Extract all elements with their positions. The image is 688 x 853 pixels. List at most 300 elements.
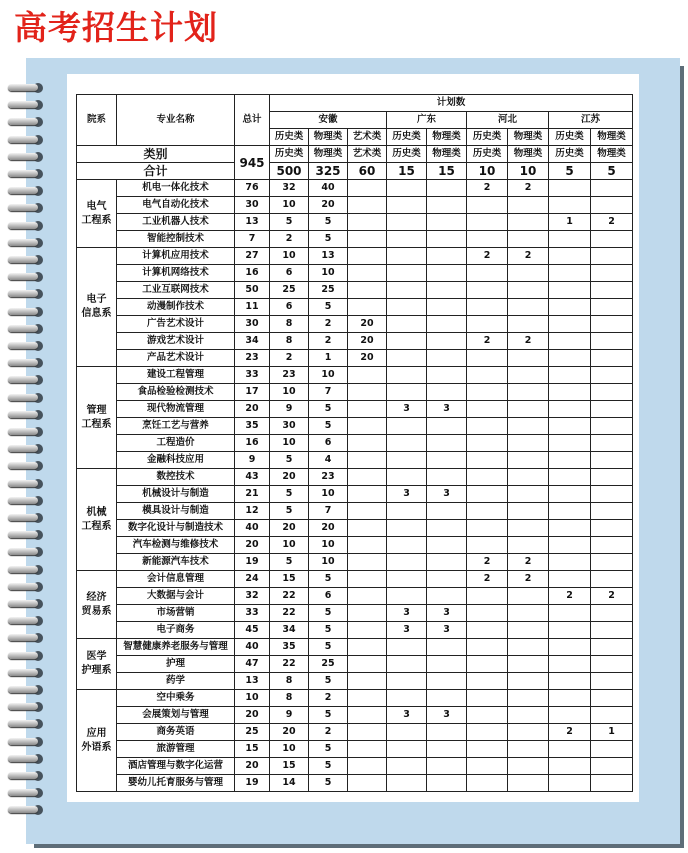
- plan-cell: [467, 622, 508, 639]
- plan-cell: 8: [270, 333, 309, 350]
- plan-cell: [549, 690, 591, 707]
- plan-cell: [591, 435, 633, 452]
- plan-cell: [508, 537, 549, 554]
- plan-cell: [549, 486, 591, 503]
- plan-cell: [591, 622, 633, 639]
- table-row: [77, 231, 633, 248]
- sum-cell: 60: [348, 163, 387, 180]
- plan-cell: [591, 231, 633, 248]
- plan-cell: [427, 656, 467, 673]
- plan-cell: 2: [508, 554, 549, 571]
- subject-label: 物理类: [427, 129, 467, 146]
- table-row: [77, 758, 633, 775]
- plan-cell: [467, 588, 508, 605]
- binding-ring: [6, 667, 46, 679]
- table-row: [77, 384, 633, 401]
- binding-ring: [6, 237, 46, 249]
- plan-cell: [591, 350, 633, 367]
- category-cell: 历史类: [549, 146, 591, 163]
- plan-cell: [549, 673, 591, 690]
- major-name: 现代物流管理: [117, 401, 235, 418]
- major-name: 游戏艺术设计: [117, 333, 235, 350]
- major-total: 76: [235, 180, 270, 197]
- table-row: [77, 639, 633, 656]
- major-total: 20: [235, 537, 270, 554]
- major-name: 产品艺术设计: [117, 350, 235, 367]
- plan-cell: 3: [427, 622, 467, 639]
- plan-cell: 3: [387, 401, 427, 418]
- header-total: 总计: [235, 95, 270, 146]
- major-total: 21: [235, 486, 270, 503]
- plan-cell: [549, 758, 591, 775]
- plan-cell: 2: [508, 180, 549, 197]
- major-total: 40: [235, 639, 270, 656]
- plan-cell: 5: [309, 418, 348, 435]
- plan-cell: [387, 503, 427, 520]
- sum-row: [77, 163, 633, 180]
- plan-cell: [467, 418, 508, 435]
- major-name: 商务英语: [117, 724, 235, 741]
- plan-cell: [348, 367, 387, 384]
- plan-cell: 2: [309, 690, 348, 707]
- plan-cell: [427, 741, 467, 758]
- major-name: 汽车检测与维修技术: [117, 537, 235, 554]
- major-total: 13: [235, 673, 270, 690]
- plan-cell: [549, 503, 591, 520]
- major-name: 机电一体化技术: [117, 180, 235, 197]
- plan-cell: [467, 486, 508, 503]
- plan-cell: [591, 673, 633, 690]
- plan-cell: [508, 469, 549, 486]
- major-name: 工业互联网技术: [117, 282, 235, 299]
- plan-cell: 2: [508, 571, 549, 588]
- plan-cell: [508, 775, 549, 792]
- plan-cell: [348, 707, 387, 724]
- plan-cell: [467, 231, 508, 248]
- plan-cell: [427, 469, 467, 486]
- plan-cell: [591, 401, 633, 418]
- department-name: 电气 工程系: [77, 180, 117, 248]
- department-name: 电子 信息系: [77, 248, 117, 367]
- plan-cell: 7: [309, 503, 348, 520]
- major-name: 智能控制技术: [117, 231, 235, 248]
- plan-cell: [427, 775, 467, 792]
- plan-cell: [591, 197, 633, 214]
- binding-ring: [6, 546, 46, 558]
- plan-cell: [387, 452, 427, 469]
- plan-cell: [387, 435, 427, 452]
- table-row: [77, 622, 633, 639]
- table-row: [77, 469, 633, 486]
- plan-cell: [508, 282, 549, 299]
- major-name: 电子商务: [117, 622, 235, 639]
- major-name: 烹饪工艺与营养: [117, 418, 235, 435]
- department-name: 应用 外语系: [77, 690, 117, 792]
- plan-cell: 5: [309, 741, 348, 758]
- plan-cell: [591, 656, 633, 673]
- plan-cell: [427, 180, 467, 197]
- table-row: [77, 248, 633, 265]
- plan-cell: [467, 316, 508, 333]
- plan-cell: [467, 707, 508, 724]
- major-name: 广告艺术设计: [117, 316, 235, 333]
- plan-cell: [427, 282, 467, 299]
- sum-cell: 5: [549, 163, 591, 180]
- binding-ring: [6, 374, 46, 386]
- major-name: 会展策划与管理: [117, 707, 235, 724]
- plan-cell: [591, 299, 633, 316]
- plan-cell: 5: [309, 401, 348, 418]
- plan-cell: [549, 401, 591, 418]
- plan-cell: [427, 214, 467, 231]
- plan-cell: [467, 724, 508, 741]
- plan-cell: [467, 775, 508, 792]
- major-name: 空中乘务: [117, 690, 235, 707]
- plan-cell: [348, 180, 387, 197]
- plan-cell: [549, 282, 591, 299]
- sum-cell: 500: [270, 163, 309, 180]
- table-row: [77, 537, 633, 554]
- plan-cell: [348, 656, 387, 673]
- plan-cell: [591, 316, 633, 333]
- major-total: 50: [235, 282, 270, 299]
- plan-cell: [549, 418, 591, 435]
- plan-cell: 10: [309, 486, 348, 503]
- major-name: 旅游管理: [117, 741, 235, 758]
- table-row: [77, 401, 633, 418]
- sum-cell: 15: [427, 163, 467, 180]
- table-row: [77, 690, 633, 707]
- plan-cell: [467, 367, 508, 384]
- plan-cell: [387, 299, 427, 316]
- major-name: 药学: [117, 673, 235, 690]
- plan-cell: [467, 690, 508, 707]
- plan-cell: [508, 418, 549, 435]
- binding-ring: [6, 701, 46, 713]
- plan-cell: [387, 248, 427, 265]
- plan-cell: [387, 588, 427, 605]
- plan-cell: [549, 452, 591, 469]
- plan-cell: [387, 571, 427, 588]
- plan-cell: [387, 180, 427, 197]
- plan-cell: 5: [309, 605, 348, 622]
- plan-cell: 9: [270, 707, 309, 724]
- plan-cell: [549, 707, 591, 724]
- plan-cell: 9: [270, 401, 309, 418]
- subject-label: 历史类: [387, 129, 427, 146]
- plan-cell: [508, 214, 549, 231]
- province-hebei: 河北: [467, 112, 549, 129]
- plan-cell: [549, 367, 591, 384]
- plan-cell: [348, 469, 387, 486]
- table-row: [77, 656, 633, 673]
- plan-cell: [549, 384, 591, 401]
- plan-cell: [467, 214, 508, 231]
- table-row: [77, 520, 633, 537]
- plan-cell: 20: [348, 316, 387, 333]
- plan-cell: [591, 741, 633, 758]
- plan-cell: [387, 197, 427, 214]
- subject-label: 历史类: [467, 129, 508, 146]
- major-name: 市场营销: [117, 605, 235, 622]
- plan-cell: 10: [309, 537, 348, 554]
- plan-cell: [591, 503, 633, 520]
- plan-cell: 10: [270, 537, 309, 554]
- table-row: [77, 299, 633, 316]
- category-cell: 物理类: [309, 146, 348, 163]
- binding-ring: [6, 581, 46, 593]
- plan-cell: [591, 469, 633, 486]
- plan-cell: [427, 316, 467, 333]
- plan-cell: [591, 418, 633, 435]
- major-total: 20: [235, 401, 270, 418]
- plan-cell: [508, 724, 549, 741]
- plan-cell: [467, 520, 508, 537]
- plan-cell: [387, 265, 427, 282]
- plan-cell: [591, 639, 633, 656]
- binding-ring: [6, 99, 46, 111]
- plan-cell: [387, 418, 427, 435]
- major-name: 酒店管理与数字化运营: [117, 758, 235, 775]
- plan-cell: [508, 435, 549, 452]
- major-total: 20: [235, 707, 270, 724]
- plan-cell: 2: [591, 588, 633, 605]
- category-cell: 历史类: [387, 146, 427, 163]
- plan-cell: [591, 265, 633, 282]
- plan-cell: [549, 248, 591, 265]
- province-anhui: 安徽: [270, 112, 387, 129]
- plan-cell: 40: [309, 180, 348, 197]
- major-name: 大数据与会计: [117, 588, 235, 605]
- plan-cell: [549, 622, 591, 639]
- plan-cell: 2: [591, 214, 633, 231]
- binding-ring: [6, 151, 46, 163]
- plan-cell: [467, 656, 508, 673]
- plan-cell: [591, 180, 633, 197]
- plan-cell: [348, 197, 387, 214]
- major-total: 16: [235, 265, 270, 282]
- plan-cell: 5: [270, 503, 309, 520]
- major-name: 金融科技应用: [117, 452, 235, 469]
- major-total: 30: [235, 197, 270, 214]
- plan-cell: [387, 520, 427, 537]
- plan-cell: [387, 656, 427, 673]
- plan-cell: [549, 350, 591, 367]
- plan-cell: [387, 367, 427, 384]
- plan-cell: [467, 265, 508, 282]
- table-row: [77, 571, 633, 588]
- plan-cell: [467, 537, 508, 554]
- sum-label: 合计: [77, 163, 235, 180]
- major-total: 19: [235, 554, 270, 571]
- binding-ring: [6, 82, 46, 94]
- major-total: 47: [235, 656, 270, 673]
- plan-cell: [549, 605, 591, 622]
- plan-cell: 5: [270, 554, 309, 571]
- table-row: [77, 503, 633, 520]
- major-total: 27: [235, 248, 270, 265]
- table-row: [77, 707, 633, 724]
- major-total: 19: [235, 775, 270, 792]
- plan-cell: 23: [309, 469, 348, 486]
- binding-ring: [6, 598, 46, 610]
- plan-cell: [508, 639, 549, 656]
- major-total: 43: [235, 469, 270, 486]
- plan-cell: [508, 452, 549, 469]
- major-total: 33: [235, 605, 270, 622]
- binding-ring: [6, 340, 46, 352]
- plan-cell: 5: [309, 639, 348, 656]
- plan-cell: 20: [270, 724, 309, 741]
- plan-cell: [387, 639, 427, 656]
- plan-cell: [427, 265, 467, 282]
- plan-cell: [591, 605, 633, 622]
- plan-cell: 32: [270, 180, 309, 197]
- major-total: 9: [235, 452, 270, 469]
- plan-cell: [591, 384, 633, 401]
- department-name: 经济 贸易系: [77, 571, 117, 639]
- major-name: 动漫制作技术: [117, 299, 235, 316]
- plan-cell: [427, 333, 467, 350]
- plan-cell: [591, 367, 633, 384]
- plan-cell: 3: [427, 605, 467, 622]
- plan-cell: 25: [270, 282, 309, 299]
- plan-cell: [348, 486, 387, 503]
- plan-cell: [348, 758, 387, 775]
- binding-ring: [6, 684, 46, 696]
- binding-ring: [6, 787, 46, 799]
- plan-cell: 20: [348, 350, 387, 367]
- subject-label: 物理类: [591, 129, 633, 146]
- enrollment-plan-table: [76, 94, 633, 792]
- plan-cell: 10: [270, 741, 309, 758]
- subject-label: 艺术类: [348, 129, 387, 146]
- subject-label: 历史类: [549, 129, 591, 146]
- plan-cell: [348, 639, 387, 656]
- plan-cell: [549, 180, 591, 197]
- major-name: 智慧健康养老服务与管理: [117, 639, 235, 656]
- plan-cell: [549, 231, 591, 248]
- table-row: [77, 673, 633, 690]
- plan-cell: [508, 741, 549, 758]
- major-total: 16: [235, 435, 270, 452]
- major-total: 45: [235, 622, 270, 639]
- plan-cell: 2: [467, 180, 508, 197]
- table-row: [77, 214, 633, 231]
- binding-ring: [6, 564, 46, 576]
- plan-cell: 5: [309, 571, 348, 588]
- category-cell: 物理类: [591, 146, 633, 163]
- plan-cell: [467, 282, 508, 299]
- table-row: [77, 605, 633, 622]
- plan-cell: 22: [270, 588, 309, 605]
- plan-cell: [591, 758, 633, 775]
- plan-cell: [508, 690, 549, 707]
- binding-ring: [6, 254, 46, 266]
- plan-cell: [467, 469, 508, 486]
- plan-cell: [591, 707, 633, 724]
- header-row-1: [77, 95, 633, 112]
- table-row: [77, 350, 633, 367]
- binding-ring: [6, 478, 46, 490]
- plan-cell: [387, 316, 427, 333]
- plan-cell: [508, 656, 549, 673]
- plan-cell: [427, 299, 467, 316]
- plan-cell: 2: [467, 333, 508, 350]
- plan-cell: [508, 622, 549, 639]
- major-total: 23: [235, 350, 270, 367]
- spiral-binding: [6, 82, 46, 822]
- plan-cell: 2: [309, 316, 348, 333]
- plan-cell: [348, 588, 387, 605]
- plan-cell: [467, 503, 508, 520]
- major-total: 11: [235, 299, 270, 316]
- plan-cell: [591, 333, 633, 350]
- plan-cell: [549, 554, 591, 571]
- subject-label: 物理类: [508, 129, 549, 146]
- plan-cell: 10: [309, 554, 348, 571]
- binding-ring: [6, 529, 46, 541]
- plan-cell: [508, 384, 549, 401]
- binding-ring: [6, 632, 46, 644]
- plan-cell: 6: [309, 435, 348, 452]
- plan-cell: [348, 282, 387, 299]
- table-row: [77, 775, 633, 792]
- plan-cell: [427, 384, 467, 401]
- plan-cell: [348, 384, 387, 401]
- plan-cell: [387, 758, 427, 775]
- plan-cell: 5: [309, 622, 348, 639]
- plan-cell: [427, 452, 467, 469]
- plan-cell: [508, 350, 549, 367]
- plan-cell: 20: [270, 520, 309, 537]
- plan-cell: 10: [270, 435, 309, 452]
- major-total: 20: [235, 758, 270, 775]
- plan-cell: 2: [508, 333, 549, 350]
- plan-cell: 30: [270, 418, 309, 435]
- binding-ring: [6, 185, 46, 197]
- plan-cell: [387, 724, 427, 741]
- subject-label: 历史类: [270, 129, 309, 146]
- major-total: 40: [235, 520, 270, 537]
- plan-cell: [348, 690, 387, 707]
- table-row: [77, 197, 633, 214]
- plan-cell: [387, 775, 427, 792]
- plan-cell: [591, 571, 633, 588]
- binding-ring: [6, 770, 46, 782]
- plan-cell: 5: [309, 214, 348, 231]
- plan-cell: 3: [387, 605, 427, 622]
- plan-cell: 5: [309, 758, 348, 775]
- major-total: 17: [235, 384, 270, 401]
- plan-cell: [508, 588, 549, 605]
- plan-cell: [427, 673, 467, 690]
- binding-ring: [6, 409, 46, 421]
- plan-cell: [427, 724, 467, 741]
- plan-cell: 2: [467, 248, 508, 265]
- plan-cell: [591, 537, 633, 554]
- plan-cell: [427, 350, 467, 367]
- plan-cell: 23: [270, 367, 309, 384]
- plan-cell: [348, 537, 387, 554]
- plan-cell: 8: [270, 316, 309, 333]
- plan-cell: [508, 299, 549, 316]
- plan-cell: [549, 316, 591, 333]
- sum-cell: 15: [387, 163, 427, 180]
- plan-cell: 2: [309, 724, 348, 741]
- plan-cell: [467, 741, 508, 758]
- binding-ring: [6, 392, 46, 404]
